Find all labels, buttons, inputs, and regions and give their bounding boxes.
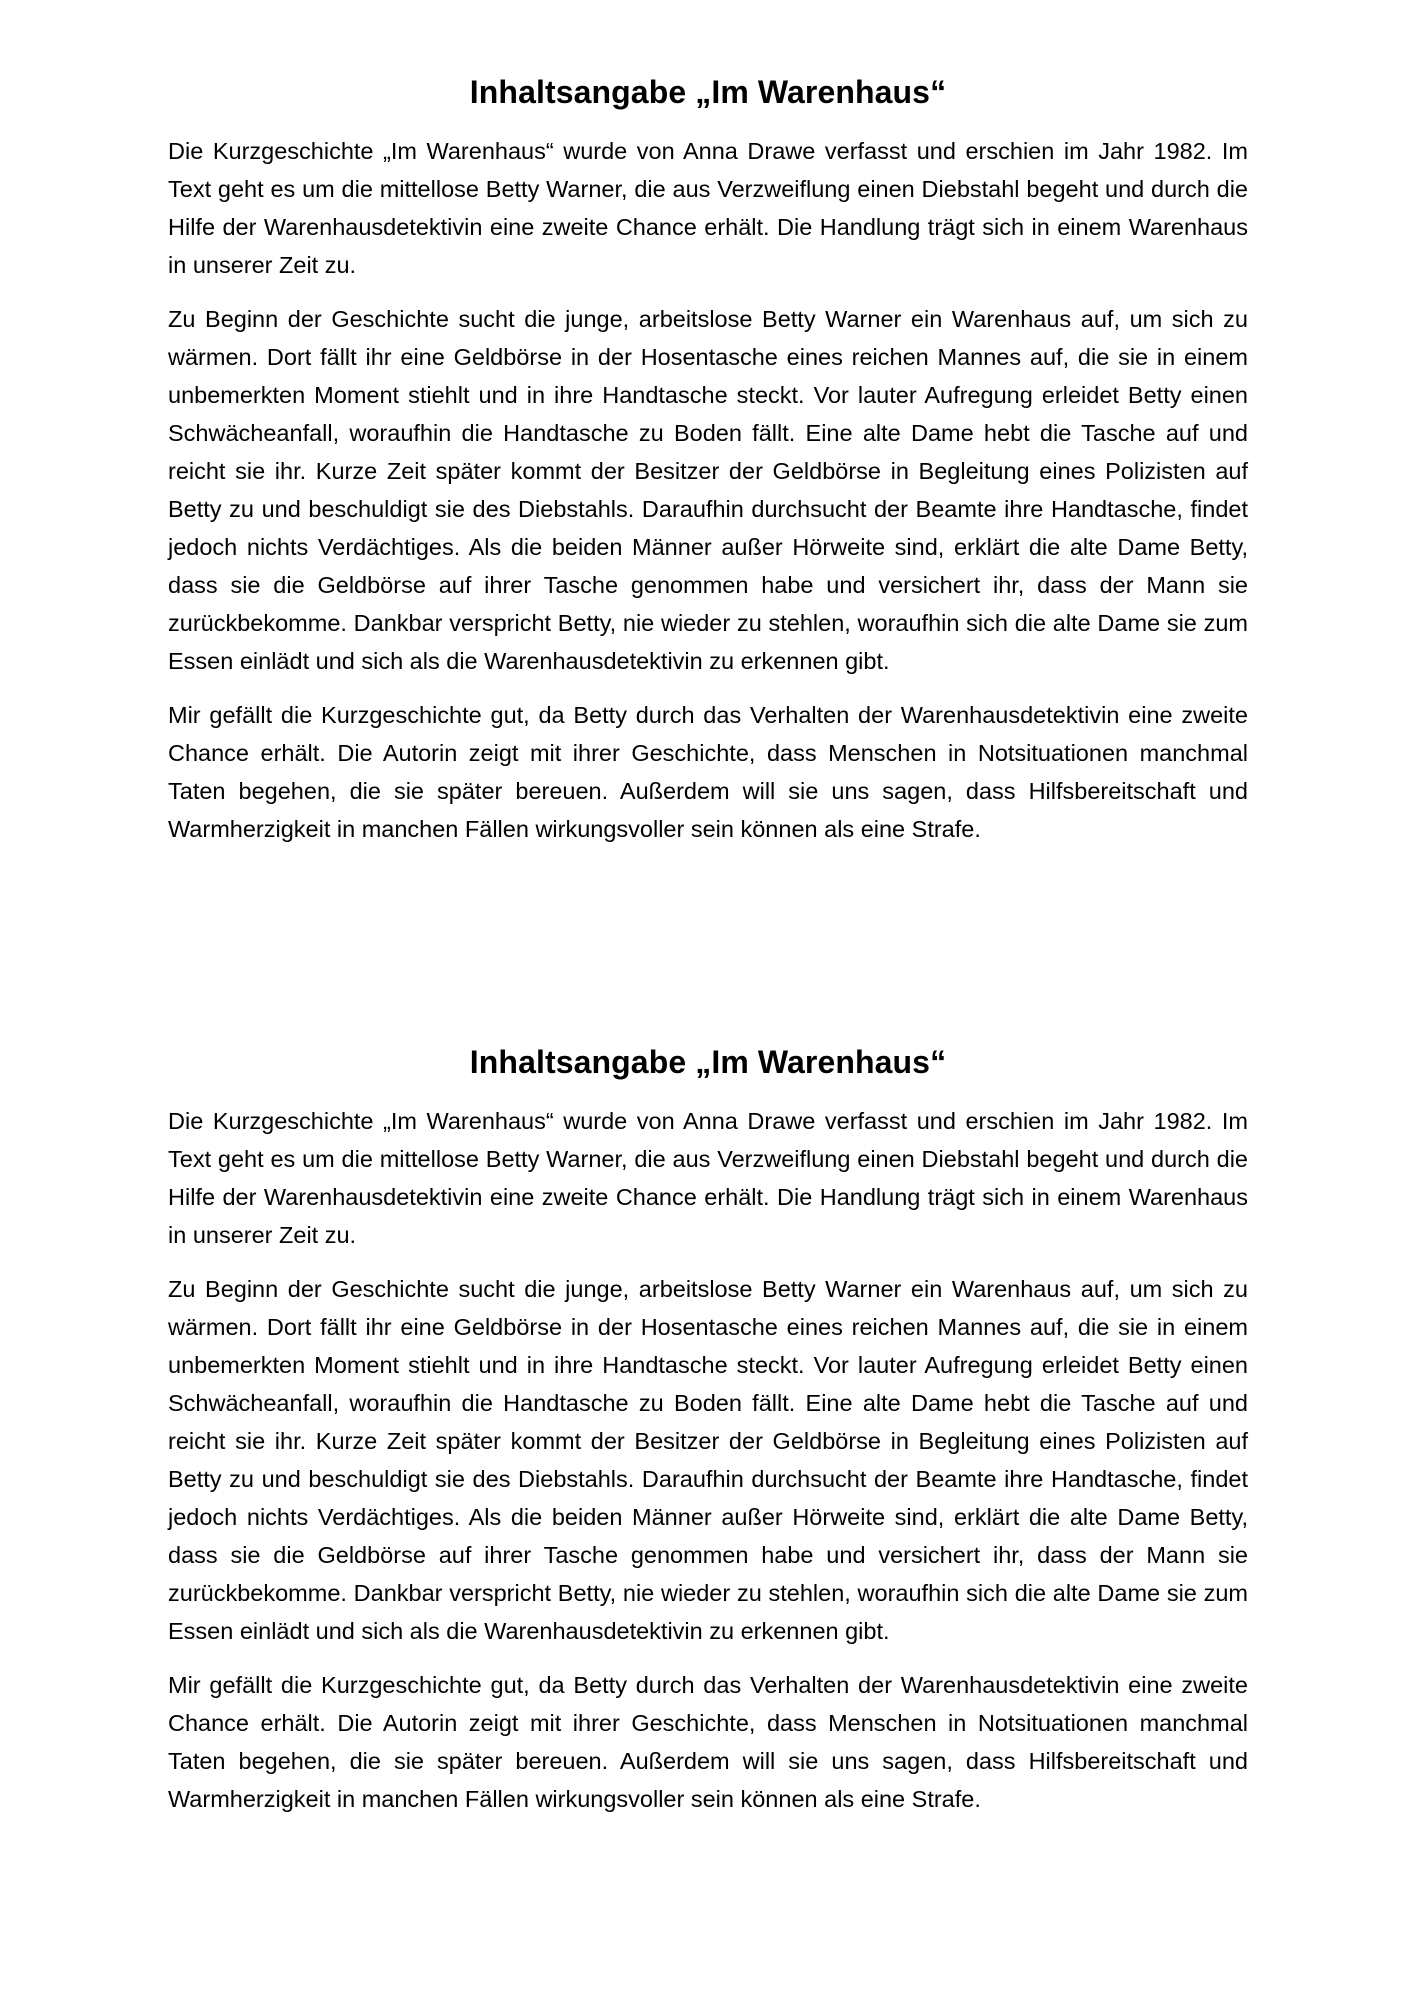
summary-paragraph-opinion: Mir gefällt die Kurzgeschichte gut, da Betty durch das Verhalten der Warenhausdetektivin eine zweite Chance erhält. Die Autorin zeigt mit ihrer Geschichte, dass Menschen in Notsituationen manchmal Taten begehen, die sie später bereuen. Außerdem will sie uns sagen, dass Hilfsbereitschaft und Warmherzigkeit in manchen Fällen wirkungsvoller sein können als eine Strafe. (168, 702, 1248, 842)
summary-paragraph-plot: Zu Beginn der Geschichte sucht die junge, arbeitslose Betty Warner ein Warenhaus auf, um sich zu wärmen. Dort fällt ihr eine Geldbörse in der Hosentasche eines reichen Mannes auf, die sie in einem unbemerkten Moment stiehlt und in ihre Handtasche steckt. Vor lauter Aufregung erleidet Betty einen Schwächeanfall, woraufhin die Handtasche zu Boden fällt. Eine alte Dame hebt die Tasche auf und reicht sie ihr. Kurze Zeit später kommt der Besitzer der Geldbörse in Begleitung eines Polizisten auf Betty zu und beschuldigt sie des Diebstahls. Daraufhin durchsucht der Beamte ihre Handtasche, findet jedoch nichts Verdächtiges. Als die beiden Männer außer Hörweite sind, erklärt die alte Dame Betty, dass sie die Geldbörse auf ihrer Tasche genommen habe und versichert ihr, dass der Mann sie zurückbekomme. Dankbar verspricht Betty, nie wieder zu stehlen, woraufhin sich die alte Dame sie zum Essen einlädt und sich als die Warenhausdetektivin zu erkennen gibt. (168, 1276, 1248, 1644)
summary-paragraph-opinion: Mir gefällt die Kurzgeschichte gut, da Betty durch das Verhalten der Warenhausdetektivin eine zweite Chance erhält. Die Autorin zeigt mit ihrer Geschichte, dass Menschen in Notsituationen manchmal Taten begehen, die sie später bereuen. Außerdem will sie uns sagen, dass Hilfsbereitschaft und Warmherzigkeit in manchen Fällen wirkungsvoller sein können als eine Strafe. (168, 1672, 1248, 1812)
summary-section-2 (168, 1038, 1248, 1834)
summary-title: Inhaltsangabe „Im Warenhaus“ (469, 1044, 947, 1080)
summary-paragraph-plot: Zu Beginn der Geschichte sucht die junge, arbeitslose Betty Warner ein Warenhaus auf, um sich zu wärmen. Dort fällt ihr eine Geldbörse in der Hosentasche eines reichen Mannes auf, die sie in einem unbemerkten Moment stiehlt und in ihre Handtasche steckt. Vor lauter Aufregung erleidet Betty einen Schwächeanfall, woraufhin die Handtasche zu Boden fällt. Eine alte Dame hebt die Tasche auf und reicht sie ihr. Kurze Zeit später kommt der Besitzer der Geldbörse in Begleitung eines Polizisten auf Betty zu und beschuldigt sie des Diebstahls. Daraufhin durchsucht der Beamte ihre Handtasche, findet jedoch nichts Verdächtiges. Als die beiden Männer außer Hörweite sind, erklärt die alte Dame Betty, dass sie die Geldbörse auf ihrer Tasche genommen habe und versichert ihr, dass der Mann sie zurückbekomme. Dankbar verspricht Betty, nie wieder zu stehlen, woraufhin sich die alte Dame sie zum Essen einlädt und sich als die Warenhausdetektivin zu erkennen gibt. (168, 306, 1248, 674)
summary-paragraph-intro: Die Kurzgeschichte „Im Warenhaus“ wurde von Anna Drawe verfasst und erschien im Jahr 1982. Im Text geht es um die mittellose Betty Warner, die aus Verzweiflung einen Diebstahl begeht und durch die Hilfe der Warenhausdetektivin eine zweite Chance erhält. Die Handlung trägt sich in einem Warenhaus in unserer Zeit zu. (168, 138, 1248, 278)
summary-paragraph-intro: Die Kurzgeschichte „Im Warenhaus“ wurde von Anna Drawe verfasst und erschien im Jahr 1982. Im Text geht es um die mittellose Betty Warner, die aus Verzweiflung einen Diebstahl begeht und durch die Hilfe der Warenhausdetektivin eine zweite Chance erhält. Die Handlung trägt sich in einem Warenhaus in unserer Zeit zu. (168, 1108, 1248, 1248)
summary-section-1 (168, 68, 1248, 864)
summary-title: Inhaltsangabe „Im Warenhaus“ (469, 74, 947, 110)
